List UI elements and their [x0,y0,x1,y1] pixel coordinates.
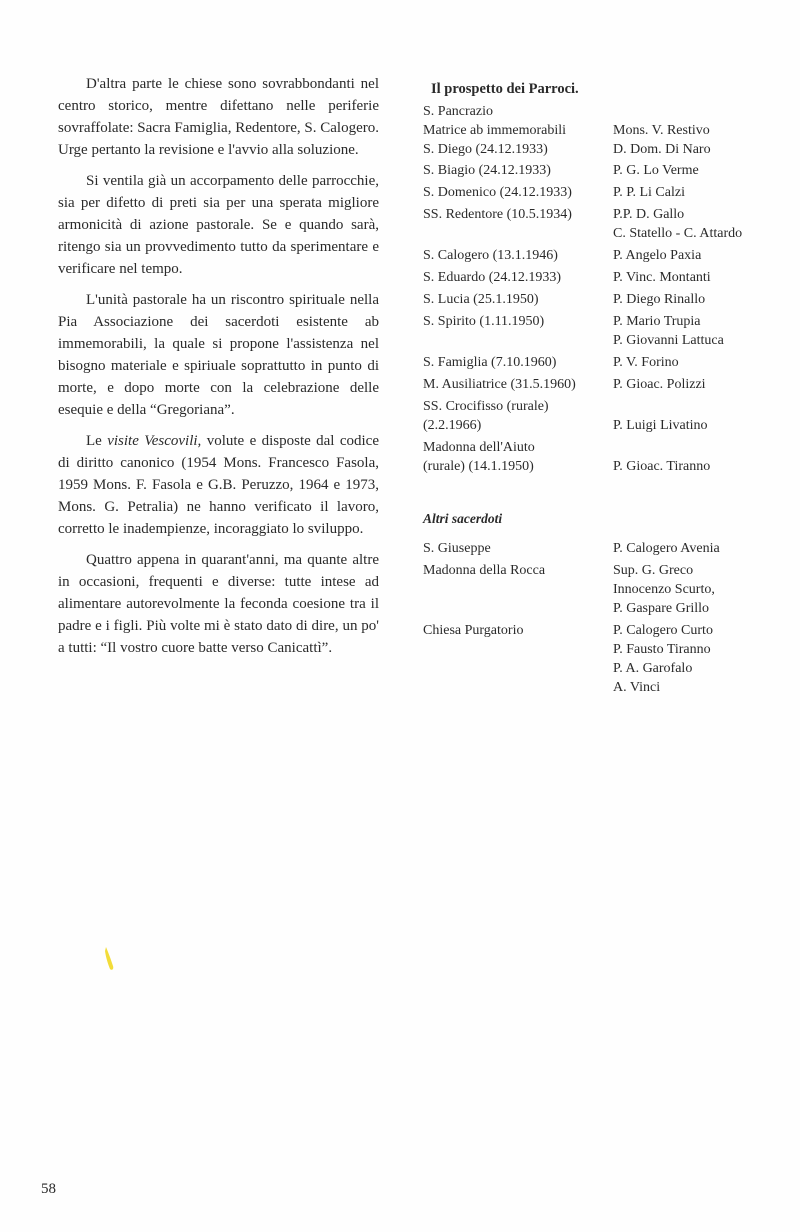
church-cell [423,161,613,180]
priest-cell [613,397,773,435]
paragraph-4-start: Le [86,433,108,449]
priest-cell [613,539,773,558]
table-row [423,353,773,372]
church-name: Matrice ab immemorabili [423,123,567,138]
church-name: S. Famiglia (7.10.1960) [423,355,557,370]
priest-cell [613,290,773,309]
altri-sacerdoti-heading: Altri sacerdoti [423,511,503,526]
church-name: SS. Crocifisso (rurale) [423,399,549,414]
priest-cell [613,312,773,350]
priest-name: P. G. Lo Verme [613,163,699,178]
priest-name: P.P. D. Gallo [613,207,685,222]
page-number: 58 [41,1181,56,1197]
table-row [423,102,773,140]
left-text-column [58,73,379,668]
priest-name: P. Gioac. Polizzi [613,377,706,392]
priest-name: P. Mario Trupia [613,314,701,329]
church-name: (2.2.1966) [423,418,482,433]
table-row [423,140,773,159]
table-row [423,312,773,350]
paragraph-3: L'unità pastorale ha un riscontro spirituale nella Pia Associazione dei sacerdoti esistente ab immemorabili, la quale si propone l'assistenza nel bisogno materiale e spiriuale soprattutto in punto di morte, e dopo morte con la celebrazione delle esequie e della “Gregoriana”. [58,292,379,418]
priest-name: P. Diego Rinallo [613,292,706,307]
priest-name: P. Luigi Livatino [613,418,708,433]
church-name: Madonna della Rocca [423,563,546,578]
priest-cell [613,268,773,287]
priest-name [613,102,773,121]
table-row [423,375,773,394]
priest-name: P. Calogero Avenia [613,541,720,556]
table-row [423,183,773,202]
paragraph-1: D'altra parte le chiese sono sovrabbondanti nel centro storico, mentre difettano nelle periferie sovraffolate: Sacra Famiglia, Redentore, S. Calogero. Urge pertanto la revisione e l'avvio alla soluzione. [58,76,379,158]
table-row [423,438,773,476]
church-cell [423,561,613,618]
priest-cell [613,438,773,476]
altri-sacerdoti-list [423,539,773,697]
priest-name: P. P. Li Calzi [613,185,685,200]
church-cell [423,102,613,140]
church-cell [423,539,613,558]
church-name: S. Giuseppe [423,541,491,556]
priest-cell [613,140,773,159]
church-name: Madonna dell'Aiuto [423,440,535,455]
priest-name: D. Dom. Di Naro [613,142,711,157]
church-name: (rurale) (14.1.1950) [423,459,534,474]
highlighter-mark [104,946,116,972]
priest-name: C. Statello - C. Attardo [613,226,743,241]
table-row [423,161,773,180]
priest-name: P. Gaspare Grillo [613,601,710,616]
church-name: S. Lucia (25.1.1950) [423,292,539,307]
priest-name: P. Calogero Curto [613,623,713,638]
church-name: S. Biagio (24.12.1933) [423,163,551,178]
priest-name: Innocenzo Scurto, [613,582,715,597]
paragraph-5: Quattro appena in quarant'anni, ma quante altre in occasioni, frequenti e diverse: tutte intese ad alimentare autorevolmente la feconda coesione tra il padre e i figli. Più volte mi è stato dato di dire, un po' a tutti: “Il vostro cuore batte verso Canicattì”. [58,552,379,656]
priest-name: P. Giovanni Lattuca [613,333,724,348]
church-cell [423,183,613,202]
priest-name: P. Gioac. Tiranno [613,459,711,474]
priest-cell [613,183,773,202]
table-row [423,621,773,697]
priest-cell [613,561,773,618]
church-cell [423,375,613,394]
table-row [423,205,773,243]
church-name: S. Eduardo (24.12.1933) [423,270,562,285]
church-cell [423,438,613,476]
table-row [423,539,773,558]
priest-name: Mons. V. Restivo [613,123,710,138]
parroci-heading: Il prospetto dei Parroci. [431,81,579,97]
table-row [423,397,773,435]
church-cell [423,621,613,697]
church-cell [423,140,613,159]
priest-name: A. Vinci [613,680,661,695]
priest-name [613,438,773,457]
priest-name: P. V. Forino [613,355,679,370]
church-name: S. Diego (24.12.1933) [423,142,548,157]
church-name: S. Domenico (24.12.1933) [423,185,572,200]
church-cell [423,353,613,372]
church-name: M. Ausiliatrice (31.5.1960) [423,377,576,392]
parroci-list [423,102,773,476]
table-row [423,290,773,309]
church-name: S. Calogero (13.1.1946) [423,248,558,263]
priest-cell [613,102,773,140]
priest-name: P. A. Garofalo [613,661,693,676]
paragraph-4 [58,430,379,540]
priest-name [613,397,773,416]
priest-cell [613,161,773,180]
priest-cell [613,353,773,372]
church-name: SS. Redentore (10.5.1934) [423,207,572,222]
table-row [423,561,773,618]
paragraph-4-italic: visite Vescovili, [107,433,202,449]
paragraph-4-rest: volute e disposte dal codice di diritto canonico (1954 Mons. Francesco Fasola, 1959 Mons. F. Fasola e G.B. Peruzzo, 1964 e 1973, Mons. G. Petralia) ne hanno verificato il lavoro, corretto le inadempienze, incoraggiato lo sviluppo. [58,433,379,537]
church-cell [423,246,613,265]
priest-cell [613,375,773,394]
priest-name: Sup. G. Greco [613,563,694,578]
priest-cell [613,205,773,243]
priest-cell [613,246,773,265]
table-row [423,246,773,265]
priest-name: P. Angelo Paxia [613,248,702,263]
paragraph-2: Si ventila già un accorpamento delle parrocchie, sia per difetto di preti sia per una sperata migliore armonicità di azione pastorale. Se e quando sarà, ritengo sia un provvedimento tutto da sperimentare e verificare nel tempo. [58,173,379,277]
church-cell [423,312,613,350]
church-cell [423,290,613,309]
priest-cell [613,621,773,697]
church-name: Chiesa Purgatorio [423,623,524,638]
priest-name: P. Vinc. Montanti [613,270,711,285]
church-cell [423,397,613,435]
church-name: S. Spirito (1.11.1950) [423,314,545,329]
church-cell [423,268,613,287]
table-row [423,268,773,287]
church-cell [423,205,613,243]
church-name: S. Pancrazio [423,104,493,119]
right-column [423,80,773,697]
priest-name: P. Fausto Tiranno [613,642,711,657]
